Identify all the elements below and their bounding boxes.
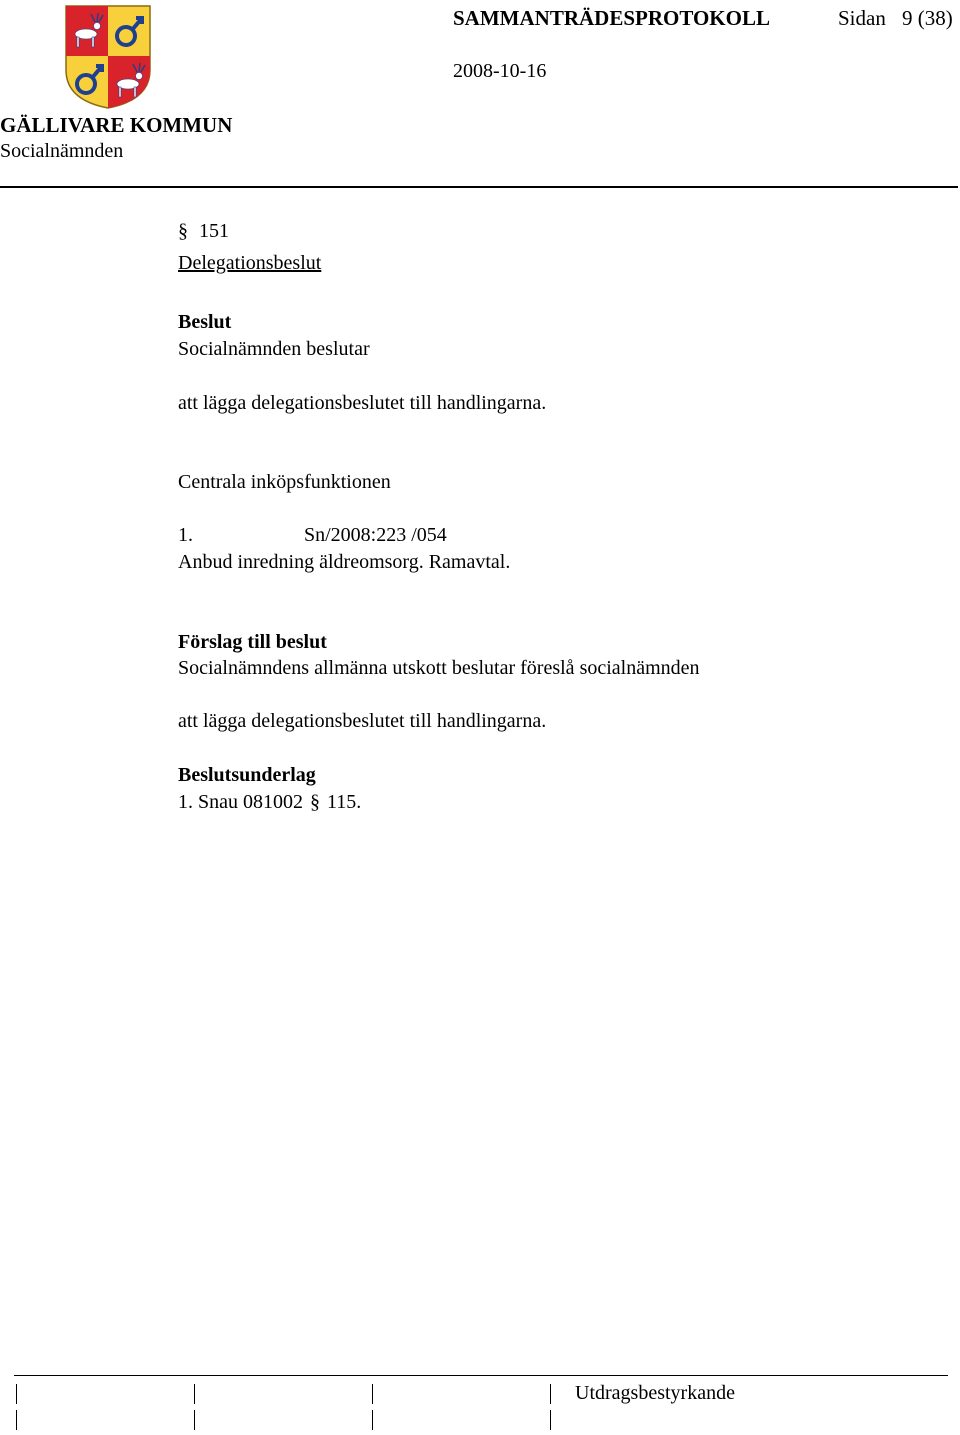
beslut-heading: Beslut bbox=[178, 311, 232, 333]
unit-name: Centrala inköpsfunktionen bbox=[178, 471, 391, 493]
beslut-line-2: att lägga delegationsbeslutet till handlingarna. bbox=[178, 392, 547, 414]
underlag-suffix: 115. bbox=[327, 791, 362, 813]
item-number: 1. bbox=[178, 524, 193, 546]
forslag-line-2: att lägga delegationsbeslutet till handlingarna. bbox=[178, 710, 547, 732]
page-number: 9 (38) bbox=[902, 6, 953, 30]
section-title: Delegationsbeslut bbox=[178, 252, 322, 274]
item-reference: Sn/2008:223 /054 bbox=[304, 524, 447, 546]
meeting-date: 2008-10-16 bbox=[453, 60, 547, 82]
item-text: Anbud inredning äldreomsorg. Ramavtal. bbox=[178, 551, 511, 573]
forslag-line-1: Socialnämndens allmänna utskott beslutar föreslå socialnämnden bbox=[178, 657, 700, 679]
document-type: SAMMANTRÄDESPROTOKOLL bbox=[453, 6, 770, 30]
forslag-heading: Förslag till beslut bbox=[178, 631, 327, 653]
signature-box-2-top bbox=[194, 1384, 195, 1404]
section-number-value: 151 bbox=[199, 220, 229, 242]
section-number bbox=[178, 219, 229, 243]
paragraph-symbol: § bbox=[178, 220, 188, 242]
underlag-paragraph-symbol: § bbox=[310, 791, 320, 813]
footer-divider bbox=[14, 1375, 948, 1376]
beslut-line-1: Socialnämnden beslutar bbox=[178, 338, 370, 360]
underlag-prefix: 1. Snau 081002 bbox=[178, 791, 303, 813]
municipality-name: GÄLLIVARE KOMMUN bbox=[0, 113, 233, 137]
signature-box-2-bottom bbox=[194, 1410, 195, 1430]
department-name: Socialnämnden bbox=[0, 140, 124, 162]
page-label: Sidan bbox=[838, 6, 886, 30]
coat-of-arms-icon bbox=[64, 4, 152, 110]
signature-box-4-top bbox=[550, 1384, 551, 1404]
municipality-logo bbox=[64, 4, 152, 110]
header-divider bbox=[0, 186, 958, 188]
signature-box-3-top bbox=[372, 1384, 373, 1404]
underlag-line bbox=[178, 790, 361, 814]
signature-box-1-bottom bbox=[16, 1410, 17, 1430]
certification-label: Utdragsbestyrkande bbox=[575, 1382, 735, 1404]
signature-box-4-bottom bbox=[550, 1410, 551, 1430]
underlag-heading: Beslutsunderlag bbox=[178, 764, 316, 786]
signature-box-1-top bbox=[16, 1384, 17, 1404]
signature-box-3-bottom bbox=[372, 1410, 373, 1430]
